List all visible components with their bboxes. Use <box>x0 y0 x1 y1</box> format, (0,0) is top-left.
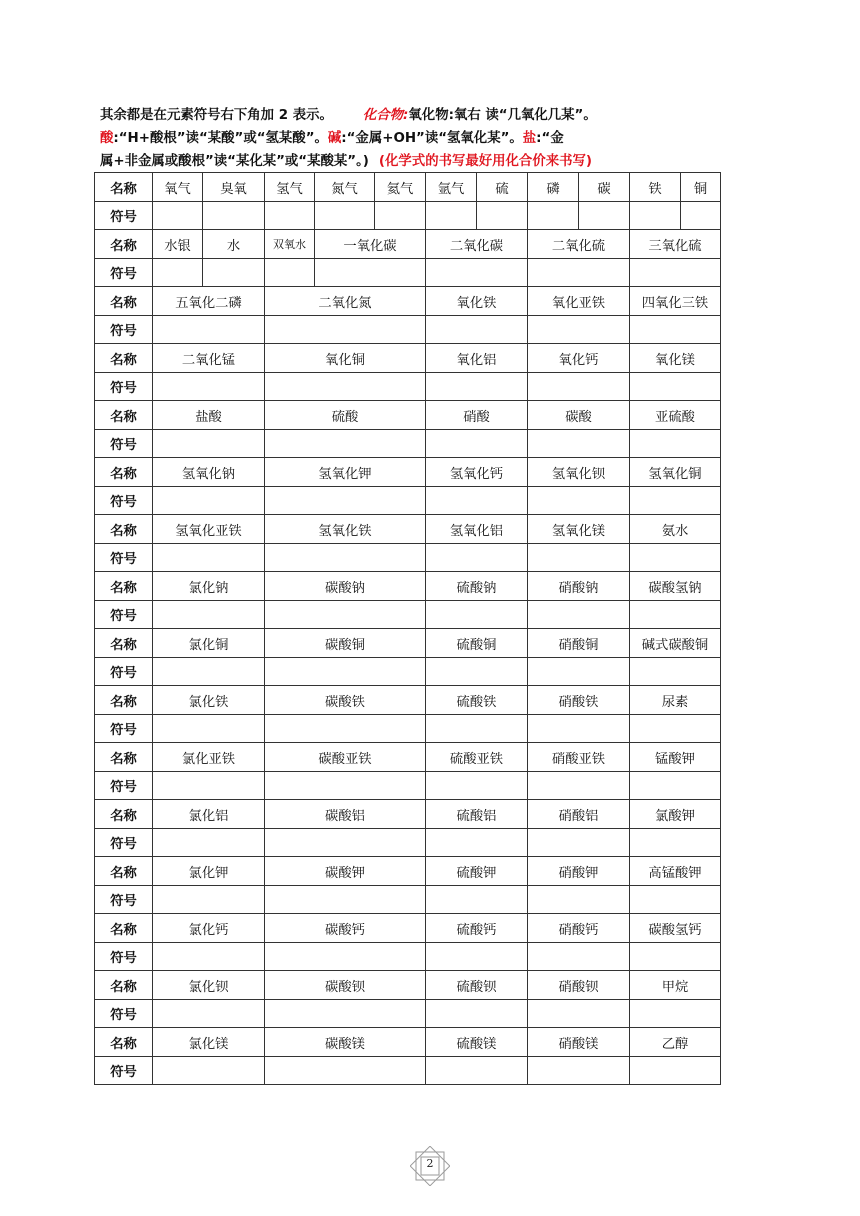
chemical-formula-table <box>94 172 721 1085</box>
name-row <box>95 800 721 829</box>
name-label: 名称 <box>95 686 153 715</box>
intro-text-part: 氧化物:氧右 读“几氧化几某”。 <box>408 108 597 123</box>
intro-text-part: :“金 <box>536 131 564 146</box>
symbol-cell[interactable] <box>153 316 265 344</box>
name-cell: 二氧化碳 <box>426 230 528 259</box>
symbol-cell[interactable] <box>630 373 721 401</box>
name-row <box>95 401 721 430</box>
name-cell: 硝酸铁 <box>528 686 630 715</box>
name-cell: 硝酸铝 <box>528 800 630 829</box>
name-label: 名称 <box>95 458 153 487</box>
symbol-cell[interactable] <box>153 601 265 629</box>
symbol-cell[interactable] <box>426 1057 528 1085</box>
symbol-cell[interactable] <box>153 829 265 857</box>
name-cell: 五氧化二磷 <box>153 287 265 316</box>
name-cell: 二氧化硫 <box>528 230 630 259</box>
symbol-label: 符号 <box>95 658 153 686</box>
name-cell: 硫酸钡 <box>426 971 528 1000</box>
symbol-row <box>95 886 721 914</box>
name-label: 名称 <box>95 173 153 202</box>
symbol-cell[interactable] <box>375 202 426 230</box>
symbol-cell[interactable] <box>153 202 203 230</box>
name-cell: 二氧化锰 <box>153 344 265 373</box>
name-cell: 碳酸铁 <box>265 686 426 715</box>
name-cell: 硫酸亚铁 <box>426 743 528 772</box>
name-cell: 水 <box>203 230 265 259</box>
name-cell: 硫酸铁 <box>426 686 528 715</box>
name-cell: 臭氧 <box>203 173 265 202</box>
name-row <box>95 458 721 487</box>
symbol-row <box>95 544 721 572</box>
symbol-row <box>95 772 721 800</box>
symbol-label: 符号 <box>95 1000 153 1028</box>
name-cell: 氯化钡 <box>153 971 265 1000</box>
name-cell: 氢气 <box>265 173 315 202</box>
name-cell: 氢氧化钡 <box>528 458 630 487</box>
symbol-cell[interactable] <box>528 829 630 857</box>
symbol-cell[interactable] <box>426 430 528 458</box>
name-label: 名称 <box>95 629 153 658</box>
name-row <box>95 971 721 1000</box>
name-cell: 碳 <box>579 173 630 202</box>
symbol-cell[interactable] <box>153 487 265 515</box>
symbol-cell[interactable] <box>265 487 426 515</box>
writing-tip: (化学式的书写最好用化合价来书写) <box>378 154 593 169</box>
intro-text-part: :“H+酸根”读“某酸”或“氢某酸”。 <box>113 131 328 146</box>
symbol-row <box>95 1000 721 1028</box>
symbol-label: 符号 <box>95 1057 153 1085</box>
symbol-label: 符号 <box>95 715 153 743</box>
name-cell: 氯化铝 <box>153 800 265 829</box>
symbol-cell[interactable] <box>528 601 630 629</box>
name-label: 名称 <box>95 1028 153 1057</box>
symbol-cell[interactable] <box>528 259 630 287</box>
symbol-cell[interactable] <box>681 202 721 230</box>
symbol-cell[interactable] <box>153 658 265 686</box>
name-cell: 硫酸镁 <box>426 1028 528 1057</box>
name-cell: 尿素 <box>630 686 721 715</box>
symbol-cell[interactable] <box>528 886 630 914</box>
symbol-cell[interactable] <box>579 202 630 230</box>
name-cell: 氧气 <box>153 173 203 202</box>
symbol-cell[interactable] <box>630 943 721 971</box>
name-label: 名称 <box>95 401 153 430</box>
name-cell: 氢氧化钾 <box>265 458 426 487</box>
name-cell: 氢氧化钠 <box>153 458 265 487</box>
symbol-cell[interactable] <box>528 487 630 515</box>
symbol-cell[interactable] <box>630 886 721 914</box>
symbol-cell[interactable] <box>265 259 315 287</box>
name-cell: 硝酸钾 <box>528 857 630 886</box>
symbol-cell[interactable] <box>153 886 265 914</box>
name-row <box>95 914 721 943</box>
symbol-label: 符号 <box>95 544 153 572</box>
symbol-cell[interactable] <box>630 259 721 287</box>
intro-line-2 <box>100 127 740 150</box>
name-cell: 盐酸 <box>153 401 265 430</box>
symbol-cell[interactable] <box>153 772 265 800</box>
symbol-cell[interactable] <box>426 715 528 743</box>
name-row <box>95 743 721 772</box>
name-cell: 氢氧化铜 <box>630 458 721 487</box>
name-cell: 硫酸铜 <box>426 629 528 658</box>
symbol-row <box>95 829 721 857</box>
symbol-label: 符号 <box>95 772 153 800</box>
symbol-cell[interactable] <box>153 430 265 458</box>
name-cell: 氯化亚铁 <box>153 743 265 772</box>
name-cell: 氯酸钾 <box>630 800 721 829</box>
name-row <box>95 287 721 316</box>
name-row <box>95 1028 721 1057</box>
base-heading: 碱 <box>327 131 342 146</box>
name-cell: 硫 <box>477 173 528 202</box>
name-cell: 氮气 <box>315 173 375 202</box>
name-cell: 硫酸钾 <box>426 857 528 886</box>
name-cell: 氯化铁 <box>153 686 265 715</box>
symbol-label: 符号 <box>95 430 153 458</box>
symbol-label: 符号 <box>95 601 153 629</box>
symbol-cell[interactable] <box>265 829 426 857</box>
name-cell: 乙醇 <box>630 1028 721 1057</box>
name-cell: 碳酸钡 <box>265 971 426 1000</box>
name-cell: 氯化钠 <box>153 572 265 601</box>
symbol-cell[interactable] <box>153 1000 265 1028</box>
symbol-cell[interactable] <box>528 658 630 686</box>
symbol-cell[interactable] <box>426 373 528 401</box>
symbol-cell[interactable] <box>630 715 721 743</box>
name-cell: 碳酸氢钠 <box>630 572 721 601</box>
symbol-cell[interactable] <box>426 943 528 971</box>
name-cell: 氧化铜 <box>265 344 426 373</box>
name-cell: 铜 <box>681 173 721 202</box>
symbol-cell[interactable] <box>426 772 528 800</box>
symbol-cell[interactable] <box>630 487 721 515</box>
name-row <box>95 857 721 886</box>
symbol-cell[interactable] <box>426 202 477 230</box>
name-cell: 碳酸亚铁 <box>265 743 426 772</box>
symbol-cell[interactable] <box>315 202 375 230</box>
name-cell: 水银 <box>153 230 203 259</box>
name-cell: 氧化钙 <box>528 344 630 373</box>
name-cell: 氯化钾 <box>153 857 265 886</box>
intro-text <box>100 104 740 173</box>
name-row <box>95 230 721 259</box>
symbol-row <box>95 430 721 458</box>
symbol-cell[interactable] <box>630 658 721 686</box>
symbol-cell[interactable] <box>630 316 721 344</box>
symbol-cell[interactable] <box>265 316 426 344</box>
name-row <box>95 686 721 715</box>
symbol-cell[interactable] <box>528 943 630 971</box>
symbol-row <box>95 715 721 743</box>
name-cell: 氢氧化镁 <box>528 515 630 544</box>
symbol-cell[interactable] <box>426 829 528 857</box>
name-row <box>95 572 721 601</box>
name-cell: 氧化铁 <box>426 287 528 316</box>
name-cell: 碳酸铝 <box>265 800 426 829</box>
symbol-row <box>95 202 721 230</box>
name-cell: 二氧化氮 <box>265 287 426 316</box>
name-cell: 氩气 <box>426 173 477 202</box>
name-cell: 氨水 <box>630 515 721 544</box>
symbol-cell[interactable] <box>153 943 265 971</box>
salt-heading: 盐 <box>522 131 537 146</box>
name-label: 名称 <box>95 971 153 1000</box>
symbol-row <box>95 601 721 629</box>
symbol-cell[interactable] <box>265 1000 426 1028</box>
name-cell: 一氧化碳 <box>315 230 426 259</box>
symbol-cell[interactable] <box>315 259 426 287</box>
symbol-cell[interactable] <box>265 373 426 401</box>
symbol-label: 符号 <box>95 886 153 914</box>
symbol-cell[interactable] <box>528 1000 630 1028</box>
symbol-cell[interactable] <box>630 1057 721 1085</box>
name-cell: 四氧化三铁 <box>630 287 721 316</box>
name-cell: 硝酸钙 <box>528 914 630 943</box>
name-cell: 氢氧化钙 <box>426 458 528 487</box>
name-cell: 磷 <box>528 173 579 202</box>
symbol-cell[interactable] <box>265 601 426 629</box>
name-label: 名称 <box>95 914 153 943</box>
symbol-cell[interactable] <box>426 544 528 572</box>
symbol-cell[interactable] <box>630 772 721 800</box>
symbol-cell[interactable] <box>630 430 721 458</box>
name-label: 名称 <box>95 515 153 544</box>
name-cell: 氢氧化亚铁 <box>153 515 265 544</box>
name-cell: 硝酸钡 <box>528 971 630 1000</box>
name-cell: 碳酸钠 <box>265 572 426 601</box>
intro-text-part: :“金属+OH”读“氢氧化某”。 <box>341 131 523 146</box>
symbol-cell[interactable] <box>528 202 579 230</box>
symbol-cell[interactable] <box>630 829 721 857</box>
symbol-label: 符号 <box>95 487 153 515</box>
name-cell: 亚硫酸 <box>630 401 721 430</box>
symbol-cell[interactable] <box>265 202 315 230</box>
symbol-cell[interactable] <box>426 658 528 686</box>
name-label: 名称 <box>95 857 153 886</box>
name-cell: 硫酸钠 <box>426 572 528 601</box>
symbol-cell[interactable] <box>630 601 721 629</box>
name-label: 名称 <box>95 800 153 829</box>
name-row <box>95 515 721 544</box>
name-cell: 硝酸亚铁 <box>528 743 630 772</box>
name-cell: 高锰酸钾 <box>630 857 721 886</box>
name-row <box>95 629 721 658</box>
symbol-row <box>95 943 721 971</box>
symbol-cell[interactable] <box>265 544 426 572</box>
symbol-cell[interactable] <box>153 259 203 287</box>
name-cell: 碳酸 <box>528 401 630 430</box>
symbol-cell[interactable] <box>265 658 426 686</box>
symbol-cell[interactable] <box>426 316 528 344</box>
symbol-row <box>95 373 721 401</box>
compound-heading: 化合物: <box>362 108 409 123</box>
symbol-label: 符号 <box>95 259 153 287</box>
name-label: 名称 <box>95 287 153 316</box>
symbol-cell[interactable] <box>426 601 528 629</box>
name-cell: 硝酸钠 <box>528 572 630 601</box>
symbol-cell[interactable] <box>265 943 426 971</box>
name-cell: 锰酸钾 <box>630 743 721 772</box>
symbol-cell[interactable] <box>153 544 265 572</box>
symbol-cell[interactable] <box>528 430 630 458</box>
symbol-cell[interactable] <box>630 544 721 572</box>
intro-line-1 <box>100 104 740 127</box>
symbol-cell[interactable] <box>426 1000 528 1028</box>
name-cell: 甲烷 <box>630 971 721 1000</box>
name-row <box>95 344 721 373</box>
symbol-label: 符号 <box>95 829 153 857</box>
name-cell: 氧化亚铁 <box>528 287 630 316</box>
name-cell: 碳酸镁 <box>265 1028 426 1057</box>
symbol-cell[interactable] <box>426 487 528 515</box>
name-cell: 碳酸钙 <box>265 914 426 943</box>
page-number <box>410 1146 450 1186</box>
name-cell: 氯化钙 <box>153 914 265 943</box>
symbol-cell[interactable] <box>203 202 265 230</box>
symbol-cell[interactable] <box>153 715 265 743</box>
symbol-cell[interactable] <box>630 1000 721 1028</box>
name-cell: 硫酸 <box>265 401 426 430</box>
acid-heading: 酸 <box>100 131 114 146</box>
symbol-row <box>95 316 721 344</box>
symbol-cell[interactable] <box>528 1057 630 1085</box>
symbol-cell[interactable] <box>528 544 630 572</box>
name-cell: 硝酸 <box>426 401 528 430</box>
symbol-row <box>95 259 721 287</box>
symbol-cell[interactable] <box>153 1057 265 1085</box>
intro-text-part: 其余都是在元素符号右下角加 2 表示。 <box>100 108 333 123</box>
name-label: 名称 <box>95 572 153 601</box>
name-cell: 硫酸钙 <box>426 914 528 943</box>
symbol-label: 符号 <box>95 943 153 971</box>
symbol-cell[interactable] <box>203 259 265 287</box>
symbol-cell[interactable] <box>265 430 426 458</box>
name-cell: 碳酸铜 <box>265 629 426 658</box>
intro-text-part: 属+非金属或酸根”读“某化某”或“某酸某”。) <box>100 154 369 169</box>
symbol-cell[interactable] <box>265 772 426 800</box>
name-cell: 氧化铝 <box>426 344 528 373</box>
name-cell: 硫酸铝 <box>426 800 528 829</box>
name-row <box>95 173 721 202</box>
name-cell: 碳酸氢钙 <box>630 914 721 943</box>
name-cell: 氯化铜 <box>153 629 265 658</box>
name-label: 名称 <box>95 344 153 373</box>
symbol-cell[interactable] <box>528 373 630 401</box>
symbol-cell[interactable] <box>477 202 528 230</box>
symbol-cell[interactable] <box>426 259 528 287</box>
symbol-row <box>95 1057 721 1085</box>
symbol-cell[interactable] <box>630 202 681 230</box>
name-cell: 氯化镁 <box>153 1028 265 1057</box>
symbol-cell[interactable] <box>265 715 426 743</box>
intro-line-3 <box>100 150 740 173</box>
symbol-cell[interactable] <box>153 373 265 401</box>
name-cell: 氦气 <box>375 173 426 202</box>
name-cell: 三氧化硫 <box>630 230 721 259</box>
symbol-cell[interactable] <box>265 886 426 914</box>
symbol-cell[interactable] <box>528 316 630 344</box>
symbol-label: 符号 <box>95 202 153 230</box>
name-cell: 碱式碳酸铜 <box>630 629 721 658</box>
symbol-row <box>95 487 721 515</box>
symbol-cell[interactable] <box>265 1057 426 1085</box>
name-cell: 氢氧化铁 <box>265 515 426 544</box>
symbol-label: 符号 <box>95 373 153 401</box>
name-cell: 硝酸铜 <box>528 629 630 658</box>
symbol-cell[interactable] <box>426 886 528 914</box>
name-label: 名称 <box>95 743 153 772</box>
symbol-label: 符号 <box>95 316 153 344</box>
name-cell: 氧化镁 <box>630 344 721 373</box>
name-cell: 铁 <box>630 173 681 202</box>
name-cell: 氢氧化铝 <box>426 515 528 544</box>
name-cell: 硝酸镁 <box>528 1028 630 1057</box>
page-number-text: 2 <box>426 1157 434 1170</box>
name-label: 名称 <box>95 230 153 259</box>
symbol-cell[interactable] <box>528 772 630 800</box>
name-cell: 双氧水 <box>265 230 315 259</box>
symbol-cell[interactable] <box>528 715 630 743</box>
symbol-row <box>95 658 721 686</box>
name-cell: 碳酸钾 <box>265 857 426 886</box>
